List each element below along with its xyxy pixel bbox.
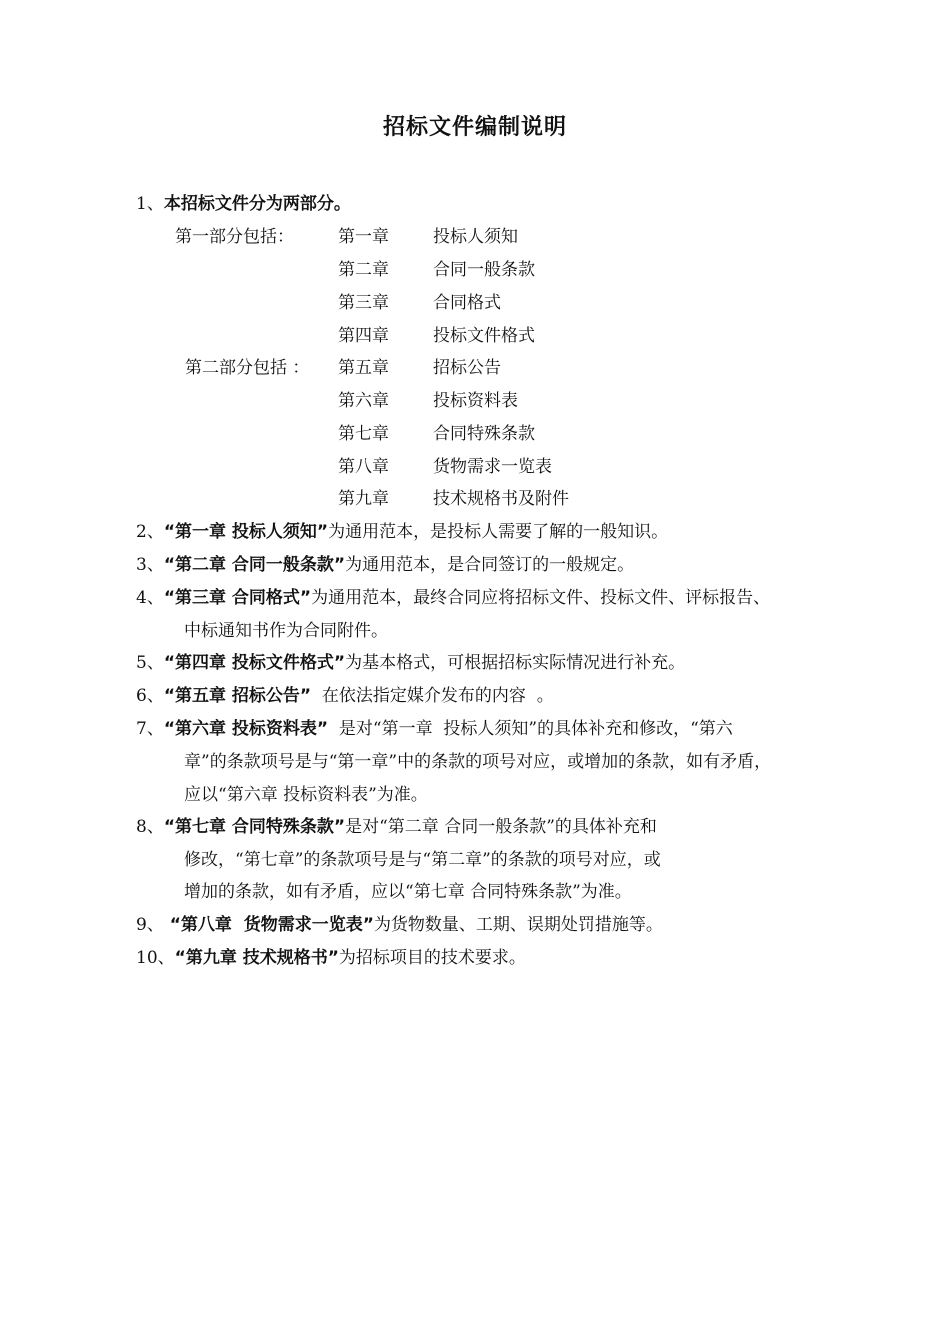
item-number: 9、	[136, 915, 164, 935]
item-8-continuation: 修改，“第七章”的条款项号是与“第二章”的条款的项号对应，或	[184, 850, 661, 870]
item-number: 1、	[136, 194, 164, 214]
item-text: 本招标文件分为两部分。	[163, 194, 351, 214]
toc-chapter: 第五章	[338, 358, 389, 378]
item-7	[136, 718, 733, 740]
item-number: 8、	[136, 817, 164, 837]
item-text: 为通用范本，是投标人需要了解的一般知识。	[328, 522, 669, 542]
toc-chapter: 第一章	[338, 227, 389, 247]
toc-chapter-name: 合同特殊条款	[433, 424, 535, 444]
part-2-label: 第二部分包括 ：	[185, 358, 310, 378]
item-4-continuation: 中标通知书作为合同附件。	[184, 621, 388, 641]
item-text: 为通用范本，最终合同应将招标文件、投标文件、评标报告、	[311, 588, 771, 608]
item-text: 为基本格式，可根据招标实际情况进行补充。	[345, 653, 686, 673]
toc-chapter: 第九章	[338, 489, 389, 509]
toc-chapter-name: 技术规格书及附件	[433, 489, 569, 509]
item-text: 是对“第二章 合同一般条款”的具体补充和	[345, 817, 657, 837]
item-heading: “第七章 合同特殊条款”	[163, 817, 346, 837]
toc-chapter: 第四章	[338, 326, 389, 346]
part-1-label: 第一部分包括：	[175, 227, 294, 247]
toc-chapter-name: 投标人须知	[433, 227, 518, 247]
document-title: 招标文件编制说明	[382, 115, 567, 140]
item-7-continuation: 应以“第六章 投标资料表”为准。	[184, 785, 428, 805]
item-heading: “第六章 投标资料表”	[163, 719, 329, 739]
toc-chapter-name: 货物需求一览表	[433, 457, 552, 477]
item-8	[136, 816, 657, 838]
toc-chapter-name: 合同一般条款	[433, 260, 535, 280]
item-text: 在依法指定媒介发布的内容 。	[311, 686, 554, 706]
item-heading: “第四章 投标文件格式”	[163, 653, 346, 673]
toc-chapter-name: 合同格式	[433, 293, 501, 313]
item-3	[136, 554, 634, 576]
item-7-continuation: 章”的条款项号是与“第一章”中的条款的项号对应，或增加的条款，如有矛盾，	[184, 752, 772, 772]
item-text: 为通用范本，是合同签订的一般规定。	[345, 555, 635, 575]
item-9	[136, 914, 663, 936]
item-6	[136, 685, 554, 707]
toc-chapter: 第七章	[338, 424, 389, 444]
toc-chapter-name: 投标文件格式	[433, 326, 535, 346]
item-number: 5、	[136, 653, 164, 673]
item-text: 是对“第一章 投标人须知”的具体补充和修改，“第六	[328, 719, 733, 739]
item-5	[136, 652, 685, 674]
item-text: 为招标项目的技术要求。	[338, 948, 526, 968]
item-10	[136, 947, 526, 969]
item-2	[136, 521, 668, 543]
toc-chapter-name: 投标资料表	[433, 391, 518, 411]
item-number: 4、	[136, 588, 164, 608]
item-number: 3、	[136, 555, 164, 575]
item-heading: “第八章 货物需求一览表”	[163, 915, 374, 935]
item-4	[136, 587, 770, 609]
toc-chapter-name: 招标公告	[433, 358, 501, 378]
item-heading: “第九章 技术规格书”	[174, 948, 339, 968]
item-heading: “第二章 合同一般条款”	[163, 555, 346, 575]
item-number: 7、	[136, 719, 164, 739]
toc-chapter: 第六章	[338, 391, 389, 411]
item-text: 为货物数量、工期、误期处罚措施等。	[373, 915, 663, 935]
item-8-continuation: 增加的条款，如有矛盾，应以“第七章 合同特殊条款”为准。	[184, 882, 632, 902]
item-1	[136, 193, 351, 215]
toc-chapter: 第八章	[338, 457, 389, 477]
item-heading: “第一章 投标人须知”	[163, 522, 329, 542]
item-number: 10、	[136, 948, 175, 968]
item-number: 6、	[136, 686, 164, 706]
item-number: 2、	[136, 522, 164, 542]
item-heading: “第五章 招标公告”	[163, 686, 312, 706]
toc-chapter: 第二章	[338, 260, 389, 280]
toc-chapter: 第三章	[338, 293, 389, 313]
item-heading: “第三章 合同格式”	[163, 588, 312, 608]
